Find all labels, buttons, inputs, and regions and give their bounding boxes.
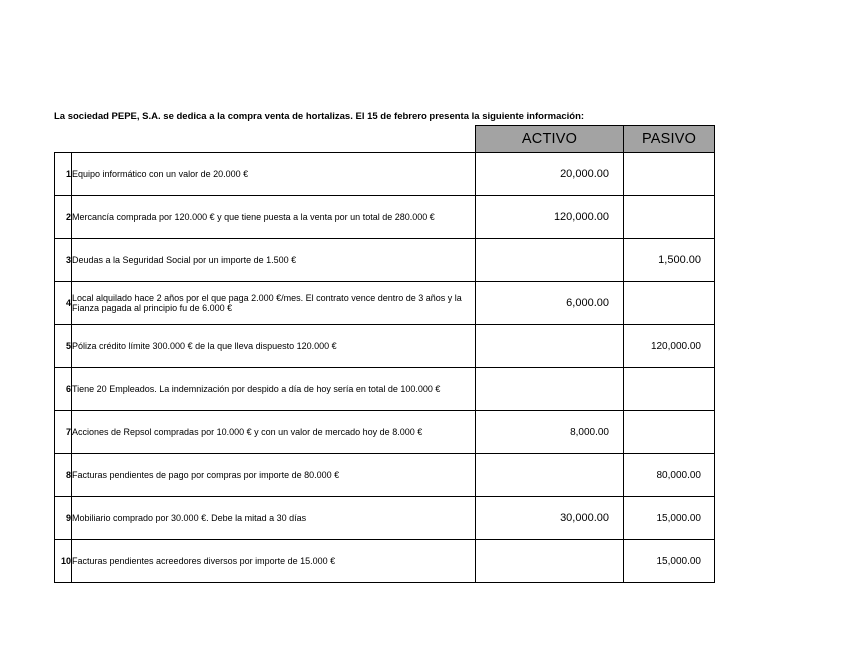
row-description: Póliza crédito límite 300.000 € de la que lleva dispuesto 120.000 € — [72, 325, 476, 368]
row-number: 1 — [55, 153, 72, 196]
row-pasivo: 15,000.00 — [624, 497, 715, 540]
row-description: Facturas pendientes acreedores diversos por importe de 15.000 € — [72, 540, 476, 583]
row-number: 5 — [55, 325, 72, 368]
row-number: 9 — [55, 497, 72, 540]
table-row — [55, 153, 715, 196]
row-activo — [476, 239, 624, 282]
row-description: Deudas a la Seguridad Social por un importe de 1.500 € — [72, 239, 476, 282]
intro-text: La sociedad PEPE, S.A. se dedica a la compra venta de hortalizas. El 15 de febrero presenta la siguiente información: — [54, 111, 585, 122]
table-row — [55, 282, 715, 325]
row-activo — [476, 368, 624, 411]
row-description: Acciones de Repsol compradas por 10.000 € y con un valor de mercado hoy de 8.000 € — [72, 411, 476, 454]
row-activo — [476, 454, 624, 497]
row-pasivo — [624, 153, 715, 196]
row-activo: 120,000.00 — [476, 196, 624, 239]
row-activo — [476, 540, 624, 583]
row-pasivo: 1,500.00 — [624, 239, 715, 282]
row-description: Equipo informático con un valor de 20.000 € — [72, 153, 476, 196]
row-activo: 20,000.00 — [476, 153, 624, 196]
row-description: Facturas pendientes de pago por compras por importe de 80.000 € — [72, 454, 476, 497]
table-row — [55, 540, 715, 583]
table-row — [55, 497, 715, 540]
row-activo — [476, 325, 624, 368]
row-number: 4 — [55, 282, 72, 325]
row-pasivo — [624, 282, 715, 325]
row-number: 2 — [55, 196, 72, 239]
table-row — [55, 325, 715, 368]
row-description: Local alquilado hace 2 años por el que paga 2.000 €/mes. El contrato vence dentro de 3 años y la Fianza pagada al principio fu de 6.000 € — [72, 282, 476, 325]
header-blank — [55, 126, 476, 153]
table-row — [55, 454, 715, 497]
row-number: 10 — [55, 540, 72, 583]
table-row — [55, 368, 715, 411]
row-description: Mobiliario comprado por 30.000 €. Debe la mitad a 30 días — [72, 497, 476, 540]
row-activo: 8,000.00 — [476, 411, 624, 454]
row-description: Mercancía comprada por 120.000 € y que tiene puesta a la venta por un total de 280.000 € — [72, 196, 476, 239]
row-pasivo — [624, 196, 715, 239]
row-description: Tiene 20 Empleados. La indemnización por despido a día de hoy sería en total de 100.000 € — [72, 368, 476, 411]
header-row — [55, 126, 715, 153]
balance-table — [54, 125, 715, 583]
row-number: 7 — [55, 411, 72, 454]
row-pasivo: 80,000.00 — [624, 454, 715, 497]
row-pasivo — [624, 411, 715, 454]
table-row — [55, 411, 715, 454]
row-number: 3 — [55, 239, 72, 282]
row-activo: 6,000.00 — [476, 282, 624, 325]
table-row — [55, 239, 715, 282]
header-pasivo: PASIVO — [624, 126, 715, 153]
row-pasivo — [624, 368, 715, 411]
header-activo: ACTIVO — [476, 126, 624, 153]
table-row — [55, 196, 715, 239]
row-pasivo: 15,000.00 — [624, 540, 715, 583]
row-number: 6 — [55, 368, 72, 411]
row-pasivo: 120,000.00 — [624, 325, 715, 368]
row-number: 8 — [55, 454, 72, 497]
row-activo: 30,000.00 — [476, 497, 624, 540]
